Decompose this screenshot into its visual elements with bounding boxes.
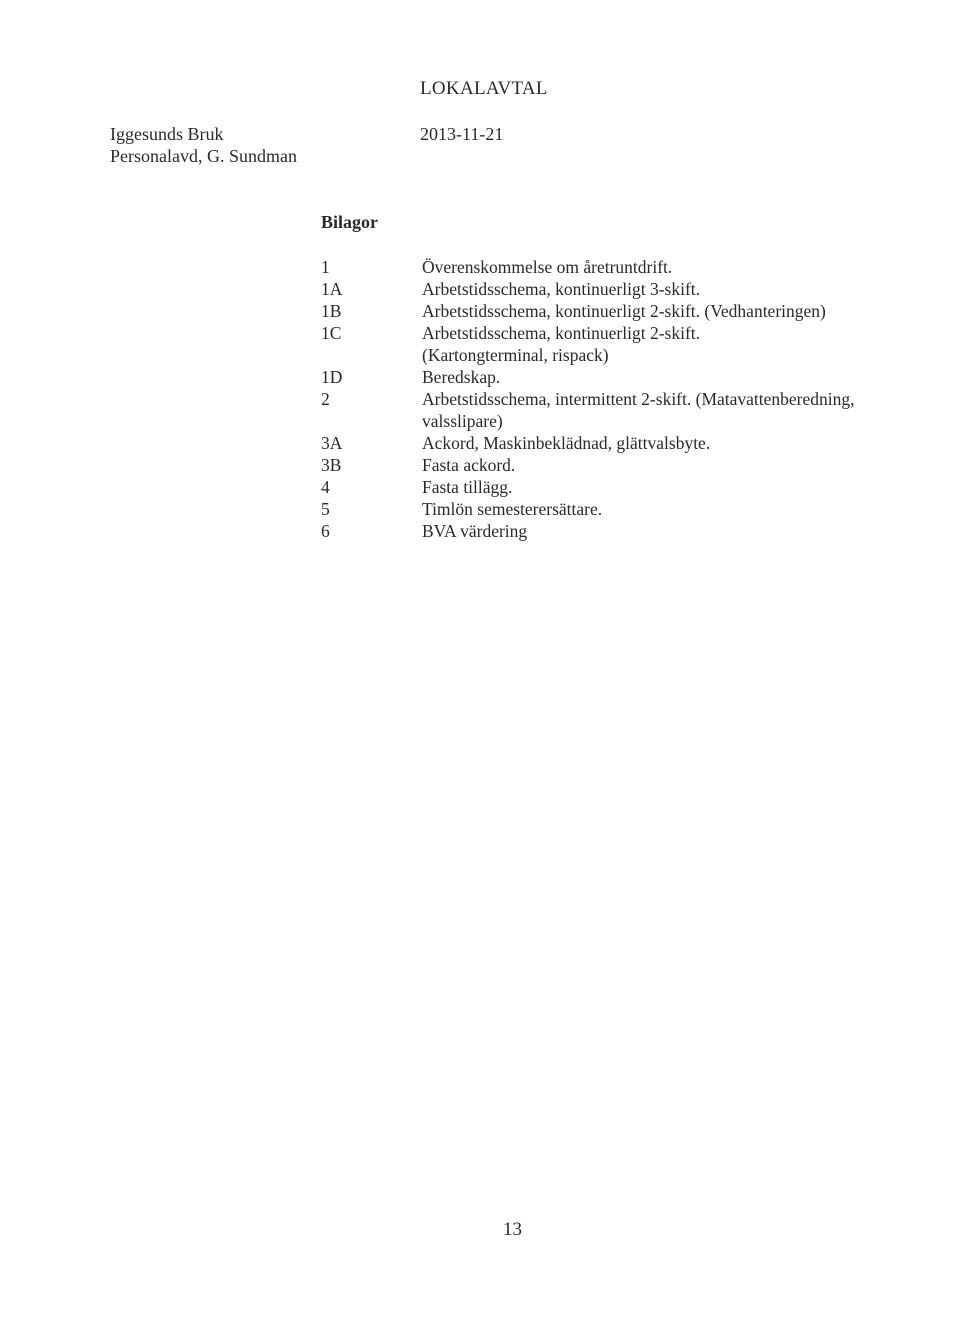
appendix-description-line: Arbetstidsschema, intermittent 2-skift. (Matavattenberedning, <box>422 389 855 409</box>
document-date: 2013-11-21 <box>420 124 504 144</box>
appendix-description <box>422 476 917 498</box>
appendix-description-line: Arbetstidsschema, kontinuerligt 3-skift. <box>422 279 701 299</box>
appendix-description <box>422 454 917 476</box>
appendix-number: 1A <box>321 279 343 299</box>
list-item <box>321 300 921 322</box>
appendix-description-line: Arbetstidsschema, kontinuerligt 2-skift. <box>422 323 701 343</box>
appendix-number: 3A <box>321 433 343 453</box>
sender-block <box>110 123 297 167</box>
organization-name: Iggesunds Bruk <box>110 124 224 144</box>
appendix-number: 5 <box>321 499 330 519</box>
appendix-description <box>422 322 917 366</box>
list-item <box>321 498 921 520</box>
appendix-description <box>422 432 917 454</box>
appendix-description-line: Ackord, Maskinbeklädnad, glättvalsbyte. <box>422 433 711 453</box>
appendix-description-line: (Kartongterminal, rispack) <box>422 345 609 365</box>
list-item <box>321 256 921 278</box>
appendix-description-line: Beredskap. <box>422 367 501 387</box>
appendix-number: 1D <box>321 367 343 387</box>
page-number: 13 <box>503 1219 522 1240</box>
document-title: LOKALAVTAL <box>420 78 548 99</box>
list-item <box>321 388 921 432</box>
appendix-description <box>422 388 917 432</box>
list-item <box>321 322 921 366</box>
appendix-description <box>422 278 917 300</box>
appendix-number: 1 <box>321 257 330 277</box>
appendix-description-line: Fasta tillägg. <box>422 477 513 497</box>
department-name: Personalavd, G. Sundman <box>110 146 297 166</box>
list-item <box>321 520 921 542</box>
appendix-number: 3B <box>321 455 342 475</box>
list-item <box>321 278 921 300</box>
appendix-description-line: valsslipare) <box>422 411 503 431</box>
appendices-heading: Bilagor <box>321 212 378 232</box>
appendix-description <box>422 300 917 322</box>
appendix-number: 6 <box>321 521 330 541</box>
list-item <box>321 476 921 498</box>
appendix-description <box>422 366 917 388</box>
appendix-description <box>422 256 917 278</box>
appendix-number: 1C <box>321 323 342 343</box>
appendix-number: 1B <box>321 301 342 321</box>
list-item <box>321 366 921 388</box>
appendix-description <box>422 498 917 520</box>
appendix-number: 2 <box>321 389 330 409</box>
appendix-description-line: BVA värdering <box>422 521 528 541</box>
appendix-description-line: Arbetstidsschema, kontinuerligt 2-skift. (Vedhanteringen) <box>422 301 826 321</box>
appendix-description-line: Timlön semesterersättare. <box>422 499 603 519</box>
appendix-description-line: Fasta ackord. <box>422 455 516 475</box>
list-item <box>321 454 921 476</box>
appendix-description-line: Överenskommelse om åretruntdrift. <box>422 257 673 277</box>
appendix-description <box>422 520 917 542</box>
appendix-list <box>321 256 921 542</box>
appendix-number: 4 <box>321 477 330 497</box>
list-item <box>321 432 921 454</box>
